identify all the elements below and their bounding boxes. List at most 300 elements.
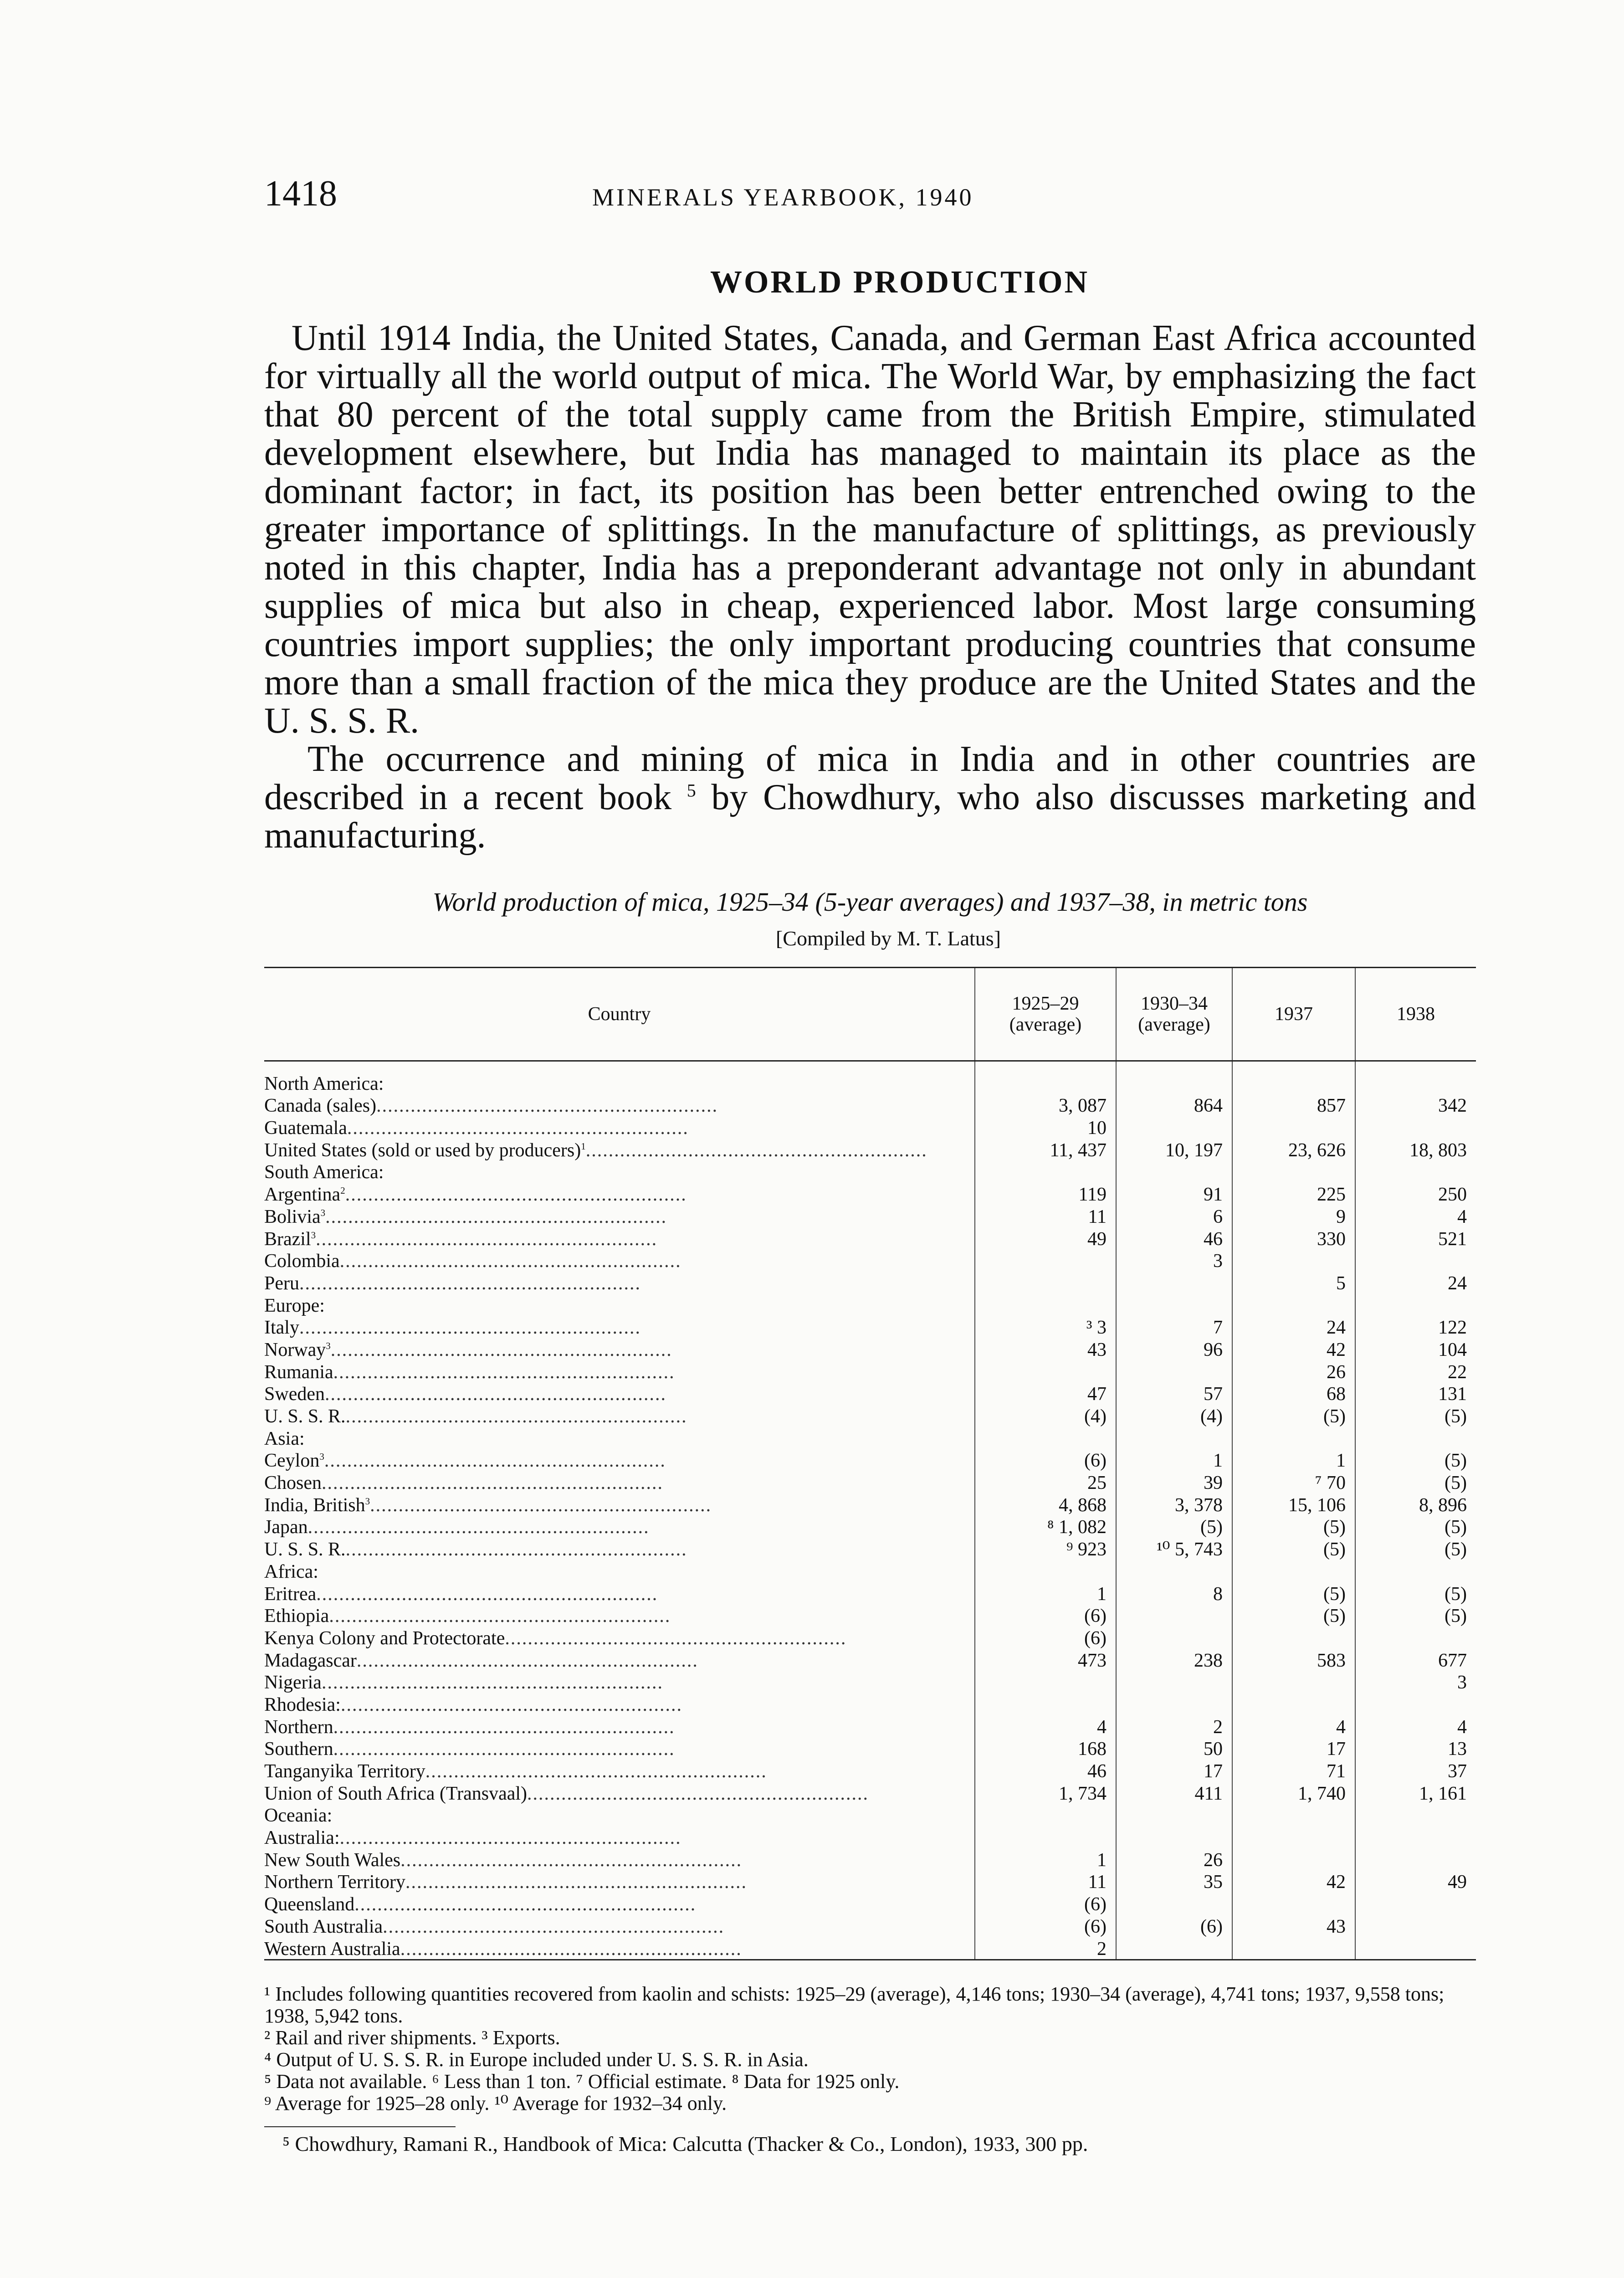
table-footnotes xyxy=(264,1983,1476,2114)
leader-dots: ............................................................ xyxy=(330,1339,672,1360)
value-cell: 104 xyxy=(1355,1338,1476,1360)
leader-dots: ............................................................ xyxy=(400,1849,743,1870)
table-row xyxy=(264,1537,1476,1560)
value-cell xyxy=(1116,1604,1232,1626)
value-cell xyxy=(1116,1160,1232,1183)
leader-dots: ............................................................ xyxy=(347,1118,689,1139)
value-cell: (6) xyxy=(975,1626,1116,1648)
value-cell xyxy=(975,1826,1116,1848)
row-label xyxy=(264,1138,975,1160)
col-header-country: Country xyxy=(264,968,975,1061)
row-label-text: Nigeria xyxy=(264,1672,322,1693)
value-cell xyxy=(1355,1937,1476,1960)
value-cell: 46 xyxy=(1116,1227,1232,1249)
col-header-1938: 1938 xyxy=(1355,968,1476,1061)
row-label-text: India, British xyxy=(264,1494,365,1515)
value-cell xyxy=(1232,1826,1355,1848)
row-label-text: Union of South Africa (Transvaal) xyxy=(264,1783,528,1804)
value-cell: 57 xyxy=(1116,1382,1232,1405)
value-cell xyxy=(1232,1293,1355,1316)
col-header-1930-34-note: (average) xyxy=(1138,1014,1210,1035)
value-cell xyxy=(1355,1160,1476,1183)
table-row xyxy=(264,1426,1476,1449)
leader-dots: ............................................................ xyxy=(321,1672,663,1693)
value-cell: 71 xyxy=(1232,1759,1355,1781)
table-row xyxy=(264,1892,1476,1914)
value-cell xyxy=(1116,1804,1232,1826)
value-cell: 17 xyxy=(1116,1759,1232,1781)
leader-dots: ............................................................ xyxy=(356,1650,698,1671)
value-cell: 250 xyxy=(1355,1182,1476,1205)
value-cell: (5) xyxy=(1355,1604,1476,1626)
document-page xyxy=(264,173,1476,2156)
value-cell xyxy=(975,1671,1116,1693)
leader-dots: ............................................................ xyxy=(333,1361,675,1382)
value-cell xyxy=(1355,1693,1476,1715)
row-label xyxy=(264,1227,975,1249)
value-cell xyxy=(975,1271,1116,1293)
row-label-text: Oceania: xyxy=(264,1805,333,1826)
row-footnote-ref: 3 xyxy=(365,1495,370,1507)
value-cell: 9 xyxy=(1232,1205,1355,1227)
page-number: 1418 xyxy=(264,174,337,214)
value-cell: 49 xyxy=(1355,1870,1476,1893)
value-cell: (6) xyxy=(1116,1914,1232,1937)
row-label xyxy=(264,1537,975,1560)
table-row xyxy=(264,1138,1476,1160)
value-cell: 4, 868 xyxy=(975,1493,1116,1515)
value-cell: 583 xyxy=(1232,1648,1355,1671)
value-cell: 37 xyxy=(1355,1759,1476,1781)
row-label-text: Bolivia xyxy=(264,1206,321,1227)
value-cell: 46 xyxy=(975,1759,1116,1781)
value-cell xyxy=(1355,1116,1476,1138)
value-cell xyxy=(975,1293,1116,1316)
row-label xyxy=(264,1493,975,1515)
footnote: ⁵ Data not available. ⁶ Less than 1 ton. ⁷ Official estimate. ⁸ Data for 1925 only. xyxy=(264,2070,900,2093)
leader-dots: ............................................................ xyxy=(333,1739,675,1760)
running-head: MINERALS YEARBOOK, 1940 xyxy=(592,184,974,211)
value-cell: 22 xyxy=(1355,1360,1476,1382)
row-label xyxy=(264,1471,975,1493)
row-footnote-ref: 3 xyxy=(311,1229,316,1241)
value-cell xyxy=(1116,1671,1232,1693)
value-cell xyxy=(1116,1626,1232,1648)
table-row xyxy=(264,1870,1476,1893)
value-cell: 17 xyxy=(1232,1737,1355,1760)
value-cell: 11 xyxy=(975,1205,1116,1227)
value-cell: 1 xyxy=(1232,1449,1355,1471)
row-label-text: Brazil xyxy=(264,1228,311,1249)
footnote: ⁹ Average for 1925–28 only. ¹⁰ Average for 1932–34 only. xyxy=(264,2092,727,2114)
row-label-text: Northern Territory xyxy=(264,1872,406,1893)
row-label xyxy=(264,1205,975,1227)
value-cell xyxy=(1232,1693,1355,1715)
row-footnote-ref: 2 xyxy=(340,1185,345,1196)
col-header-1925-29 xyxy=(975,968,1116,1061)
value-cell: 225 xyxy=(1232,1182,1355,1205)
paragraph-1: Until 1914 India, the United States, Canada, and German East Africa accounted for virtually all the world output of mica. The World War, by emphasizing the fact that 80 percent of the total supply came from the British Empire, stimulated development elsewhere, but India has managed to maintain its place as the dominant factor; in fact, its position has been better entrenched owing to the greater importance of splittings. In the manufacture of splittings, as previously noted in this chapter, India has a preponderant advantage not only in abundant supplies of mica but also in cheap, experienced labor. Most large consuming countries import supplies; the only important producing countries that consume more than a small fraction of the mica they produce are the United States and the U. S. S. R. xyxy=(264,318,1476,741)
value-cell: ⁸ 1, 082 xyxy=(975,1515,1116,1538)
value-cell: 521 xyxy=(1355,1227,1476,1249)
book-reference: ⁵ Chowdhury, Ramani R., Handbook of Mica: Calcutta (Thacker & Co., London), 1933, 300 pp. xyxy=(282,2132,1088,2155)
row-label-text: Canada (sales) xyxy=(264,1095,377,1116)
value-cell: (5) xyxy=(1355,1449,1476,1471)
row-label xyxy=(264,1293,975,1316)
col-header-1925-29-years: 1925–29 xyxy=(1012,993,1079,1014)
value-cell: 122 xyxy=(1355,1316,1476,1338)
leader-dots: ............................................................ xyxy=(324,1384,666,1405)
row-label xyxy=(264,1737,975,1760)
value-cell xyxy=(1355,1892,1476,1914)
footnote: ⁴ Output of U. S. S. R. in Europe included under U. S. S. R. in Asia. xyxy=(264,2048,809,2071)
value-cell xyxy=(1355,1914,1476,1937)
value-cell xyxy=(1355,1626,1476,1648)
table-row xyxy=(264,1914,1476,1937)
table-row xyxy=(264,1560,1476,1582)
row-label-text: Western Australia xyxy=(264,1938,400,1960)
value-cell: 1, 740 xyxy=(1232,1781,1355,1804)
row-label xyxy=(264,1338,975,1360)
table-row xyxy=(264,1781,1476,1804)
row-label xyxy=(264,1582,975,1604)
leader-dots: ............................................................ xyxy=(354,1894,697,1915)
value-cell xyxy=(1116,1937,1232,1960)
value-cell: (5) xyxy=(1355,1404,1476,1426)
value-cell xyxy=(1232,1626,1355,1648)
value-cell: 68 xyxy=(1232,1382,1355,1405)
leader-dots: ............................................................ xyxy=(400,1938,742,1960)
value-cell: 4 xyxy=(1355,1715,1476,1737)
value-cell: 5 xyxy=(1232,1271,1355,1293)
table-row xyxy=(264,1338,1476,1360)
value-cell: 1 xyxy=(975,1582,1116,1604)
value-cell: (5) xyxy=(1355,1471,1476,1493)
table-row xyxy=(264,1227,1476,1249)
row-label xyxy=(264,1182,975,1205)
table-row xyxy=(264,1094,1476,1116)
leader-dots: ............................................................ xyxy=(299,1317,641,1338)
value-cell xyxy=(975,1693,1116,1715)
value-cell xyxy=(975,1560,1116,1582)
row-label-text: U. S. S. R. xyxy=(264,1406,346,1426)
paragraph-2-text: The occurrence and mining of mica in India and in other countries are described in a recent book xyxy=(264,739,1476,817)
value-cell: 864 xyxy=(1116,1094,1232,1116)
value-cell: 18, 803 xyxy=(1355,1138,1476,1160)
leader-dots: ............................................................ xyxy=(345,1539,687,1560)
value-cell: 238 xyxy=(1116,1648,1232,1671)
table-row xyxy=(264,1205,1476,1227)
value-cell xyxy=(1355,1560,1476,1582)
value-cell: 119 xyxy=(975,1182,1116,1205)
leader-dots: ............................................................ xyxy=(376,1095,718,1116)
value-cell xyxy=(975,1249,1116,1272)
value-cell xyxy=(1355,1804,1476,1826)
value-cell xyxy=(1232,1249,1355,1272)
table-row xyxy=(264,1582,1476,1604)
value-cell: 6 xyxy=(1116,1205,1232,1227)
row-label-text: Guatemala xyxy=(264,1118,347,1139)
value-cell: 13 xyxy=(1355,1737,1476,1760)
value-cell xyxy=(1116,1360,1232,1382)
row-label xyxy=(264,1892,975,1914)
row-label xyxy=(264,1648,975,1671)
mica-production-table xyxy=(264,967,1476,1960)
value-cell xyxy=(1355,1426,1476,1449)
value-cell: 1 xyxy=(975,1848,1116,1870)
value-cell: (5) xyxy=(1355,1537,1476,1560)
value-cell: (5) xyxy=(1232,1404,1355,1426)
table-row xyxy=(264,1471,1476,1493)
row-label-text: Sweden xyxy=(264,1384,325,1405)
value-cell xyxy=(1232,1061,1355,1094)
value-cell xyxy=(1116,1892,1232,1914)
row-label xyxy=(264,1914,975,1937)
value-cell: 11, 437 xyxy=(975,1138,1116,1160)
row-label xyxy=(264,1271,975,1293)
row-label-text: Ceylon xyxy=(264,1450,320,1471)
table-row xyxy=(264,1715,1476,1737)
row-label-text: Kenya Colony and Protectorate xyxy=(264,1627,505,1648)
page-header xyxy=(264,173,1476,223)
value-cell xyxy=(1355,1293,1476,1316)
row-label xyxy=(264,1848,975,1870)
leader-dots: ............................................................ xyxy=(322,1472,663,1493)
table-row xyxy=(264,1249,1476,1272)
row-label-text: Africa: xyxy=(264,1561,318,1582)
row-label-text: Italy xyxy=(264,1317,299,1338)
leader-dots: ............................................................ xyxy=(505,1627,847,1648)
row-label-text: Norway xyxy=(264,1339,326,1360)
value-cell xyxy=(975,1426,1116,1449)
value-cell: (5) xyxy=(1232,1604,1355,1626)
leader-dots: ............................................................ xyxy=(333,1716,675,1737)
row-label-text: New South Wales xyxy=(264,1849,401,1870)
table-row xyxy=(264,1604,1476,1626)
table-row xyxy=(264,1061,1476,1094)
row-label xyxy=(264,1604,975,1626)
row-label xyxy=(264,1671,975,1693)
row-label xyxy=(264,1870,975,1893)
value-cell: 49 xyxy=(975,1227,1116,1249)
footnote-rule xyxy=(264,2126,456,2127)
row-label-text: Madagascar xyxy=(264,1650,357,1671)
value-cell xyxy=(1116,1116,1232,1138)
row-label-text: Peru xyxy=(264,1272,299,1293)
table-row xyxy=(264,1382,1476,1405)
value-cell: 26 xyxy=(1116,1848,1232,1870)
row-label xyxy=(264,1360,975,1382)
value-cell: 3, 378 xyxy=(1116,1493,1232,1515)
section-title: WORLD PRODUCTION xyxy=(710,265,1090,300)
leader-dots: ............................................................ xyxy=(324,1450,666,1471)
table-row xyxy=(264,1316,1476,1338)
value-cell: 342 xyxy=(1355,1094,1476,1116)
leader-dots: ............................................................ xyxy=(325,1206,667,1227)
row-label xyxy=(264,1560,975,1582)
value-cell: 10 xyxy=(975,1116,1116,1138)
row-label-text: Chosen xyxy=(264,1472,322,1493)
row-label-text: Japan xyxy=(264,1517,308,1538)
value-cell: ⁹ 923 xyxy=(975,1537,1116,1560)
leader-dots: ............................................................ xyxy=(340,1694,682,1715)
value-cell: 3 xyxy=(1355,1671,1476,1693)
table-row xyxy=(264,1671,1476,1693)
value-cell: (5) xyxy=(1232,1537,1355,1560)
value-cell: 42 xyxy=(1232,1870,1355,1893)
value-cell: 15, 106 xyxy=(1232,1493,1355,1515)
row-label xyxy=(264,1116,975,1138)
value-cell xyxy=(1232,1160,1355,1183)
table-row xyxy=(264,1737,1476,1760)
value-cell: 857 xyxy=(1232,1094,1355,1116)
row-label-text: North America: xyxy=(264,1073,384,1094)
value-cell xyxy=(1116,1061,1232,1094)
value-cell: 677 xyxy=(1355,1648,1476,1671)
value-cell xyxy=(975,1061,1116,1094)
value-cell: (5) xyxy=(1232,1582,1355,1604)
row-label-text: Asia: xyxy=(264,1428,305,1449)
footnote: ² Rail and river shipments. ³ Exports. xyxy=(264,2026,560,2049)
table-row xyxy=(264,1826,1476,1848)
row-label xyxy=(264,1061,975,1094)
paragraph-2 xyxy=(264,740,1476,855)
value-cell: (5) xyxy=(1355,1515,1476,1538)
value-cell xyxy=(1232,1848,1355,1870)
row-label xyxy=(264,1693,975,1715)
value-cell: (6) xyxy=(975,1892,1116,1914)
row-label-text: Queensland xyxy=(264,1894,355,1915)
col-header-1930-34 xyxy=(1116,968,1232,1061)
value-cell xyxy=(1232,1560,1355,1582)
row-label-text: Ethiopia xyxy=(264,1606,329,1626)
value-cell: 3, 087 xyxy=(975,1094,1116,1116)
value-cell: (4) xyxy=(1116,1404,1232,1426)
leader-dots: ............................................................ xyxy=(299,1272,641,1293)
value-cell: 24 xyxy=(1355,1271,1476,1293)
value-cell xyxy=(975,1804,1116,1826)
table-row xyxy=(264,1360,1476,1382)
table-row xyxy=(264,1271,1476,1293)
leader-dots: ............................................................ xyxy=(425,1761,767,1781)
value-cell: 8, 896 xyxy=(1355,1493,1476,1515)
value-cell: ³ 3 xyxy=(975,1316,1116,1338)
value-cell xyxy=(1232,1116,1355,1138)
row-footnote-ref: 1 xyxy=(581,1140,586,1152)
row-label-text: Australia: xyxy=(264,1827,340,1848)
value-cell xyxy=(1116,1426,1232,1449)
row-label xyxy=(264,1404,975,1426)
value-cell: 91 xyxy=(1116,1182,1232,1205)
value-cell xyxy=(975,1360,1116,1382)
value-cell xyxy=(1232,1426,1355,1449)
value-cell: 39 xyxy=(1116,1471,1232,1493)
value-cell: (4) xyxy=(975,1404,1116,1426)
value-cell xyxy=(1232,1937,1355,1960)
value-cell: 7 xyxy=(1116,1316,1232,1338)
value-cell xyxy=(1355,1061,1476,1094)
value-cell: 4 xyxy=(1355,1205,1476,1227)
row-label xyxy=(264,1626,975,1648)
value-cell: 43 xyxy=(1232,1914,1355,1937)
row-footnote-ref: 3 xyxy=(319,1451,324,1462)
value-cell xyxy=(1116,1293,1232,1316)
value-cell: 2 xyxy=(1116,1715,1232,1737)
row-label-text: U. S. S. R. xyxy=(264,1539,346,1560)
leader-dots: ............................................................ xyxy=(585,1139,927,1160)
value-cell: ⁷ 70 xyxy=(1232,1471,1355,1493)
value-cell: ¹⁰ 5, 743 xyxy=(1116,1537,1232,1560)
value-cell xyxy=(1116,1560,1232,1582)
value-cell: 1, 161 xyxy=(1355,1781,1476,1804)
table-row xyxy=(264,1449,1476,1471)
leader-dots: ............................................................ xyxy=(345,1406,687,1426)
leader-dots: ............................................................ xyxy=(307,1517,650,1538)
col-header-1925-29-note: (average) xyxy=(1009,1014,1082,1035)
table-row xyxy=(264,1937,1476,1960)
leader-dots: ............................................................ xyxy=(527,1783,869,1804)
leader-dots: ............................................................ xyxy=(383,1916,725,1937)
table-row xyxy=(264,1848,1476,1870)
leader-dots: ............................................................ xyxy=(316,1583,658,1604)
row-label xyxy=(264,1781,975,1804)
value-cell: 43 xyxy=(975,1338,1116,1360)
row-label-text: Rumania xyxy=(264,1361,333,1382)
value-cell xyxy=(1355,1826,1476,1848)
row-label xyxy=(264,1759,975,1781)
value-cell: (6) xyxy=(975,1914,1116,1937)
value-cell: 8 xyxy=(1116,1582,1232,1604)
value-cell xyxy=(1232,1892,1355,1914)
value-cell xyxy=(1355,1848,1476,1870)
value-cell: 35 xyxy=(1116,1870,1232,1893)
row-footnote-ref: 3 xyxy=(320,1207,326,1218)
row-label-text: Northern xyxy=(264,1716,333,1737)
row-label xyxy=(264,1426,975,1449)
value-cell: 26 xyxy=(1232,1360,1355,1382)
value-cell: 25 xyxy=(975,1471,1116,1493)
value-cell: (5) xyxy=(1116,1515,1232,1538)
value-cell: (5) xyxy=(1232,1515,1355,1538)
row-label-text: Colombia xyxy=(264,1251,340,1272)
leader-dots: ............................................................ xyxy=(405,1872,748,1893)
row-label xyxy=(264,1826,975,1848)
table-row xyxy=(264,1804,1476,1826)
table-row xyxy=(264,1182,1476,1205)
value-cell: 4 xyxy=(1232,1715,1355,1737)
row-label xyxy=(264,1715,975,1737)
value-cell xyxy=(1116,1826,1232,1848)
value-cell xyxy=(1116,1271,1232,1293)
table-row xyxy=(264,1626,1476,1648)
table-row xyxy=(264,1759,1476,1781)
value-cell: 47 xyxy=(975,1382,1116,1405)
row-footnote-ref: 3 xyxy=(326,1340,331,1351)
leader-dots: ............................................................ xyxy=(339,1827,681,1848)
row-label xyxy=(264,1937,975,1960)
row-label xyxy=(264,1804,975,1826)
paragraph-2-text-end: by Chowdhury, who also discusses marketing and manufacturing. xyxy=(264,777,1476,856)
table-body xyxy=(264,1061,1476,1960)
row-label xyxy=(264,1160,975,1183)
footnote: ¹ Includes following quantities recovered from kaolin and schists: 1925–29 (average), 4,146 tons; 1930–34 (average), 4,741 tons; 1937, 9,558 tons; 1938, 5,942 tons. xyxy=(264,1982,1445,2027)
row-label-text: Argentina xyxy=(264,1184,341,1205)
row-label xyxy=(264,1449,975,1471)
value-cell: 10, 197 xyxy=(1116,1138,1232,1160)
value-cell: 1 xyxy=(1116,1449,1232,1471)
row-label-text: Tanganyika Territory xyxy=(264,1761,425,1781)
row-label-text: Europe: xyxy=(264,1295,325,1316)
